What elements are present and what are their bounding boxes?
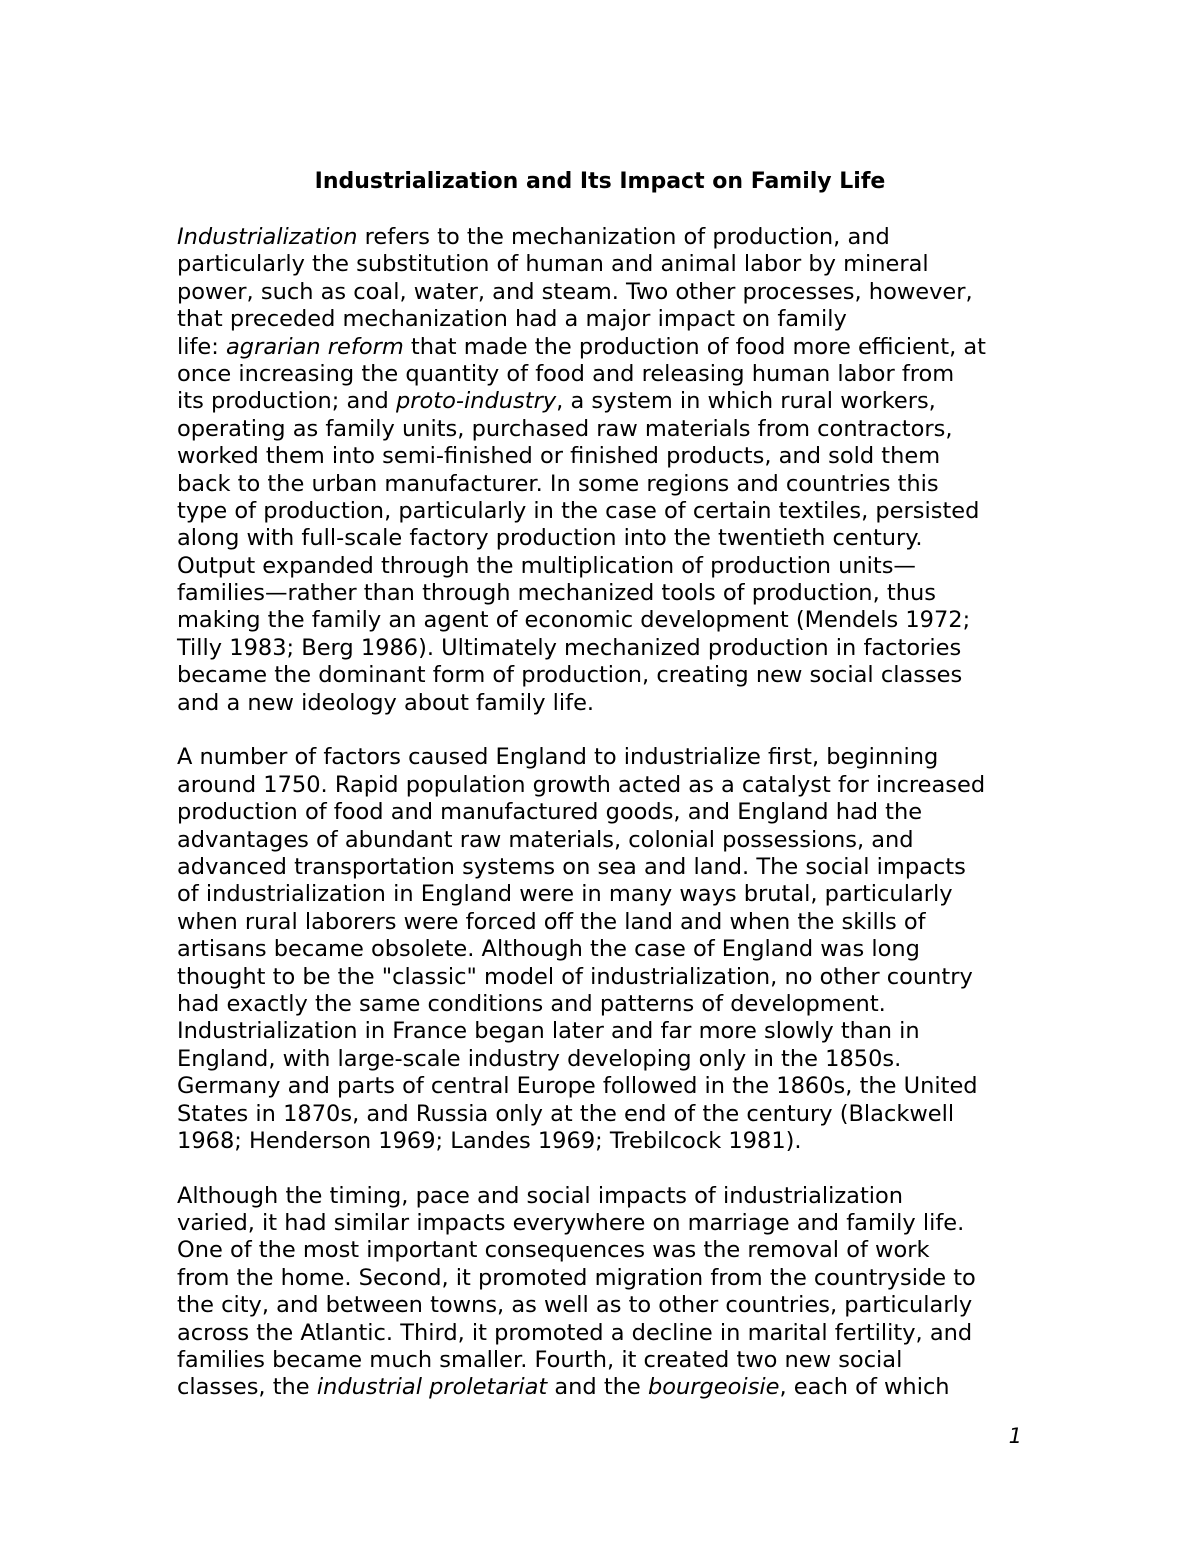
text-line: [177, 772, 1037, 799]
text-run: that preceded mechanization had a major impact on family: [177, 306, 847, 333]
text-line: [177, 416, 1037, 443]
italic-term: industrial proletariat: [316, 1374, 548, 1401]
text-run: thought to be the "classic" model of industrialization, no other country: [177, 963, 973, 990]
text-line: [177, 251, 1037, 278]
text-run: States in 1870s, and Russia only at the end of the century (Blackwell: [177, 1100, 955, 1127]
text-run: that made the production of food more efficient, at: [403, 333, 987, 360]
text-run: its production; and: [177, 388, 396, 415]
text-run: life:: [177, 333, 226, 360]
text-run: making the family an agent of economic development (Mendels 1972;: [177, 607, 971, 634]
text-run: England, with large-scale industry developing only in the 1850s.: [177, 1045, 902, 1072]
text-line: [177, 662, 1037, 689]
text-line: [177, 1101, 1037, 1128]
text-run: Industrialization in France began later and far more slowly than in: [177, 1018, 920, 1045]
paragraph-spacer: [177, 1155, 1037, 1182]
text-run: advantages of abundant raw materials, colonial possessions, and: [177, 826, 914, 853]
text-line: [177, 964, 1037, 991]
text-line: [177, 1018, 1037, 1045]
text-line: [177, 361, 1037, 388]
page-number: 1: [1008, 1424, 1022, 1448]
text-run: and a new ideology about family life.: [177, 689, 595, 716]
text-run: from the home. Second, it promoted migration from the countryside to: [177, 1264, 976, 1291]
text-line: [177, 1073, 1037, 1100]
text-run: had exactly the same conditions and patterns of development.: [177, 990, 886, 1017]
text-line: [177, 443, 1037, 470]
text-line: [177, 909, 1037, 936]
paragraph: [177, 224, 1037, 717]
text-run: , each of which: [779, 1374, 950, 1401]
italic-term: proto-industry: [395, 388, 557, 415]
text-run: of industrialization in England were in many ways brutal, particularly: [177, 881, 953, 908]
text-run: One of the most important consequences was the removal of work: [177, 1237, 930, 1264]
text-run: production of food and manufactured goods, and England had the: [177, 799, 923, 826]
text-run: when rural laborers were forced off the land and when the skills of: [177, 908, 926, 935]
text-line: [177, 1320, 1037, 1347]
text-line: [177, 827, 1037, 854]
text-line: [177, 1347, 1037, 1374]
text-line: [177, 388, 1037, 415]
text-run: Tilly 1983; Berg 1986). Ultimately mechanized production in factories: [177, 634, 962, 661]
text-line: [177, 1237, 1037, 1264]
text-run: 1968; Henderson 1969; Landes 1969; Trebilcock 1981).: [177, 1127, 802, 1154]
text-run: families became much smaller. Fourth, it created two new social: [177, 1347, 903, 1374]
text-run: Output expanded through the multiplication of production units—: [177, 552, 916, 579]
text-run: worked them into semi-finished or finished products, and sold them: [177, 443, 941, 470]
text-line: [177, 498, 1037, 525]
text-run: families—rather than through mechanized tools of production, thus: [177, 580, 936, 607]
text-line: [177, 1265, 1037, 1292]
text-line: [177, 991, 1037, 1018]
text-line: [177, 580, 1037, 607]
text-run: and the: [547, 1374, 648, 1401]
text-run: A number of factors caused England to industrialize first, beginning: [177, 744, 939, 771]
text-line: [177, 1046, 1037, 1073]
text-line: [177, 881, 1037, 908]
text-run: advanced transportation systems on sea and land. The social impacts: [177, 853, 966, 880]
text-line: [177, 936, 1037, 963]
text-run: once increasing the quantity of food and releasing human labor from: [177, 360, 955, 387]
text-run: power, such as coal, water, and steam. Two other processes, however,: [177, 278, 973, 305]
text-line: [177, 279, 1037, 306]
text-run: Germany and parts of central Europe followed in the 1860s, the United: [177, 1073, 978, 1100]
text-run: Although the timing, pace and social impacts of industrialization: [177, 1182, 904, 1209]
text-run: became the dominant form of production, creating new social classes: [177, 662, 963, 689]
text-line: [177, 744, 1037, 771]
text-line: [177, 306, 1037, 333]
text-line: [177, 690, 1037, 717]
text-run: type of production, particularly in the case of certain textiles, persisted: [177, 497, 980, 524]
text-line: [177, 799, 1037, 826]
text-line: [177, 525, 1037, 552]
paragraph: [177, 744, 1037, 1155]
text-line: [177, 854, 1037, 881]
text-run: along with full-scale factory production into the twentieth century.: [177, 525, 923, 552]
italic-term: bourgeoisie: [647, 1374, 780, 1401]
italic-term: agrarian reform: [226, 333, 404, 360]
text-line: [177, 607, 1037, 634]
paragraph: [177, 1183, 1037, 1402]
text-run: refers to the mechanization of production, and: [357, 224, 890, 250]
text-line: [177, 635, 1037, 662]
text-run: the city, and between towns, as well as to other countries, particularly: [177, 1292, 973, 1319]
document-title: Industrialization and Its Impact on Family Life: [314, 169, 886, 194]
text-line: [177, 1128, 1037, 1155]
text-run: operating as family units, purchased raw materials from contractors,: [177, 415, 953, 442]
text-run: artisans became obsolete. Although the case of England was long: [177, 936, 920, 963]
text-line: [177, 553, 1037, 580]
document-body: [177, 224, 1037, 1402]
paragraph-spacer: [177, 717, 1037, 744]
text-line: [177, 1292, 1037, 1319]
text-run: varied, it had similar impacts everywhere on marriage and family life.: [177, 1210, 965, 1237]
text-line: [177, 334, 1037, 361]
italic-term: Industrialization: [177, 224, 358, 250]
text-line: [177, 1374, 1037, 1401]
text-run: back to the urban manufacturer. In some regions and countries this: [177, 470, 939, 497]
text-run: particularly the substitution of human and animal labor by mineral: [177, 251, 929, 278]
text-run: classes, the: [177, 1374, 317, 1401]
text-line: [177, 471, 1037, 498]
text-run: , a system in which rural workers,: [556, 388, 936, 415]
text-line: [177, 224, 1037, 251]
text-line: [177, 1210, 1037, 1237]
text-line: [177, 1183, 1037, 1210]
text-run: across the Atlantic. Third, it promoted a decline in marital fertility, and: [177, 1319, 973, 1346]
text-run: around 1750. Rapid population growth acted as a catalyst for increased: [177, 771, 986, 798]
